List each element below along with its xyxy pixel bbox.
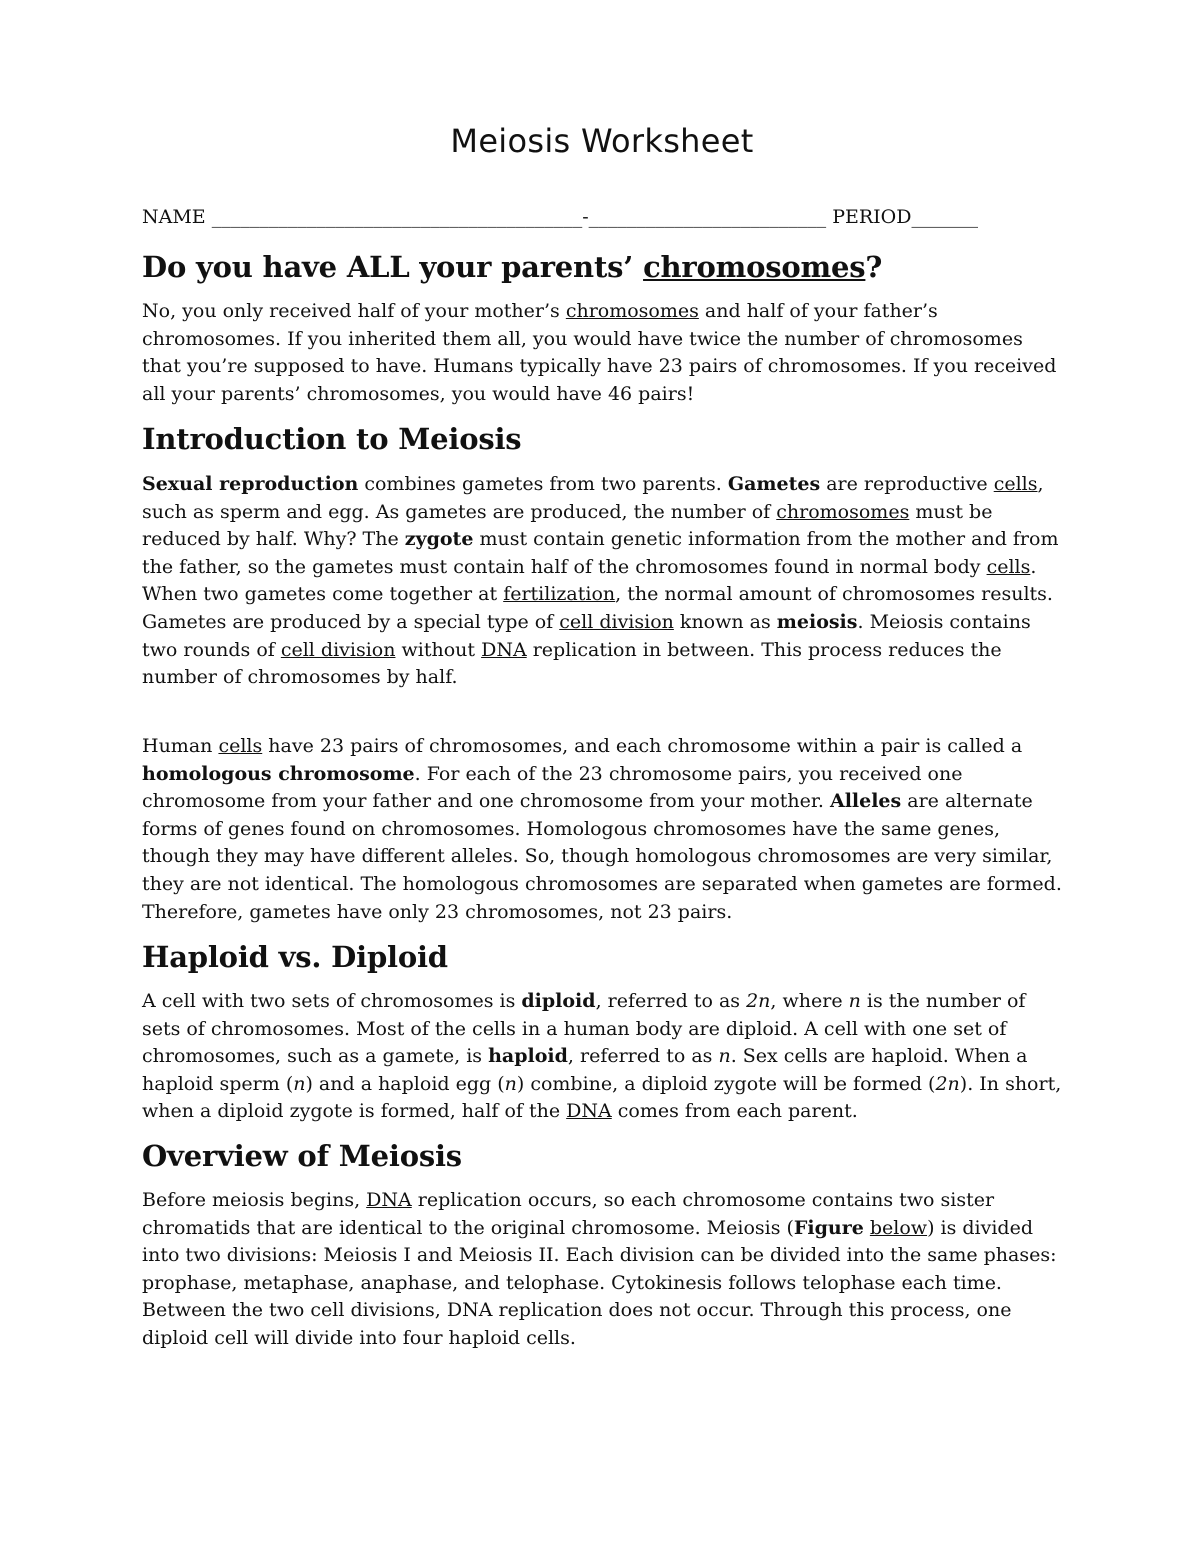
chromosomes-link[interactable]: chromosomes	[643, 250, 866, 284]
notation-n: n	[718, 1045, 731, 1068]
paragraph-haploid-diploid	[142, 988, 1062, 1126]
section-heading-parents-chromosomes	[142, 250, 882, 284]
term-diploid: diploid	[521, 990, 596, 1012]
text: . Meiosis contains two rounds of	[142, 610, 1031, 661]
text: known as	[673, 610, 777, 633]
paragraph-homologous-chromosomes	[142, 733, 1062, 926]
text: , such as sperm and egg. As gametes are produced, the number of	[142, 473, 1044, 523]
chromosomes-link[interactable]: chromosomes	[565, 300, 699, 322]
text: comes from each parent.	[611, 1100, 858, 1123]
term-gametes: Gametes	[727, 473, 821, 495]
text: A cell with two sets of chromosomes is	[142, 990, 522, 1012]
text: ) and a haploid egg (	[305, 1072, 505, 1095]
dna-link[interactable]: DNA	[481, 638, 527, 661]
text: and half of your father’s chromosomes. If you inherited them all, you would have twice the number of chromosomes that you’re supposed to have. Humans typically have 23 pairs of chromosomes. If you received all your parents’ chromosomes, you would have 46 pairs!	[142, 300, 1057, 405]
heading-text: ?	[865, 250, 883, 284]
section-heading-intro-meiosis: Introduction to Meiosis	[142, 422, 522, 456]
text: . When two gametes come together at	[142, 555, 1037, 606]
notation-n: n	[504, 1072, 517, 1095]
cells-link[interactable]: cells	[993, 473, 1038, 495]
term-zygote: zygote	[404, 528, 474, 551]
name-blank[interactable]: _______________________________________	[211, 206, 583, 228]
term-meiosis: meiosis	[776, 610, 858, 633]
text: , the normal amount of chromosomes results. Gametes are produced by a special type of	[142, 583, 1053, 633]
text: Human	[142, 735, 219, 757]
text: . Sex cells are haploid. When a haploid sperm (	[142, 1045, 1028, 1095]
period-blank[interactable]: _______	[911, 206, 978, 228]
worksheet-page	[142, 0, 1062, 1553]
text: without	[395, 638, 482, 661]
text: replication occurs, so each chromosome contains two sister chromatids that are identical to the original chromosome. Meiosis (	[142, 1189, 995, 1239]
figure-label: Figure	[793, 1216, 864, 1239]
text: combines gametes from two parents.	[358, 473, 728, 495]
cell-division-link[interactable]: cell division	[559, 610, 674, 633]
section-heading-haploid-diploid: Haploid vs. Diploid	[142, 940, 448, 974]
period-label: PERIOD	[832, 206, 912, 228]
notation-n: n	[293, 1072, 306, 1095]
notation-2n: 2n	[935, 1072, 960, 1095]
text: are reproductive	[820, 473, 994, 495]
text: ) combine, a diploid zygote will be formed (	[516, 1072, 936, 1095]
text: , referred to as	[567, 1045, 719, 1068]
term-homologous-chromosome: homologous chromosome	[142, 762, 415, 785]
term-alleles: Alleles	[829, 790, 902, 813]
text: replication in between. This process reduces the number of chromosomes by half.	[142, 638, 1002, 689]
text: are alternate forms of genes found on chromosomes. Homologous chromosomes have the same genes, though they may have different alleles. So, though homologous chromosomes are very similar, they are not identical. The homologous chromosomes are separated when gametes are formed. Therefore, gametes have only 23 chromosomes, not 23 pairs.	[142, 790, 1062, 923]
text: ). In short, when a diploid zygote is formed, half of the	[142, 1072, 1062, 1123]
text: have 23 pairs of chromosomes, and each chromosome within a pair is called a	[262, 735, 1023, 757]
name-dash: -	[582, 206, 589, 228]
text: is the number of sets of chromosomes. Most of the cells in a human body are diploid. A cell with one set of chromosomes, such as a gamete, is	[142, 990, 1026, 1068]
below-link[interactable]: below	[869, 1216, 928, 1239]
paragraph-overview-meiosis	[142, 1187, 1062, 1353]
term-sexual-reproduction: Sexual reproduction	[142, 473, 359, 495]
second-blank[interactable]: _________________________	[588, 206, 827, 228]
cell-division-link[interactable]: cell division	[280, 638, 396, 661]
dna-link[interactable]: DNA	[366, 1189, 412, 1211]
cells-link[interactable]: cells	[218, 735, 263, 757]
text: , where	[770, 990, 849, 1012]
text: must be reduced by half. Why? The	[142, 500, 993, 551]
text: , referred to as	[595, 990, 747, 1012]
notation-2n: 2n	[746, 990, 771, 1012]
paragraph-parents-chromosomes	[142, 298, 1062, 408]
page-title: Meiosis Worksheet	[450, 122, 754, 160]
text: Before meiosis begins,	[142, 1189, 367, 1211]
notation-n: n	[848, 990, 861, 1012]
name-label: NAME	[142, 206, 206, 228]
paragraph-intro-meiosis	[142, 471, 1062, 692]
text: . For each of the 23 chromosome pairs, you received one chromosome from your father and one chromosome from your mother.	[142, 762, 963, 813]
name-period-line	[142, 206, 1062, 228]
section-heading-overview-meiosis: Overview of Meiosis	[142, 1139, 462, 1173]
dna-link[interactable]: DNA	[566, 1100, 612, 1123]
heading-text: Do you have ALL your parents’	[142, 250, 644, 284]
fertilization-link[interactable]: fertilization	[503, 583, 616, 606]
text: ) is divided into two divisions: Meiosis I and Meiosis II. Each division can be divided into the same phases: prophase, metaphase, anaphase, and telophase. Cytokinesis follows telophase each time. Between the two cell divisions, DNA replication does not occur. Through this process, one diploid cell will divide into four haploid cells.	[142, 1216, 1057, 1349]
text: must contain genetic information from the mother and from the father, so the gametes must contain half of the chromosomes found in normal body	[142, 528, 1059, 578]
cells-link[interactable]: cells	[986, 555, 1031, 578]
text: No, you only received half of your mother’s	[142, 300, 566, 322]
term-haploid: haploid	[488, 1045, 568, 1068]
chromosomes-link[interactable]: chromosomes	[776, 500, 910, 523]
